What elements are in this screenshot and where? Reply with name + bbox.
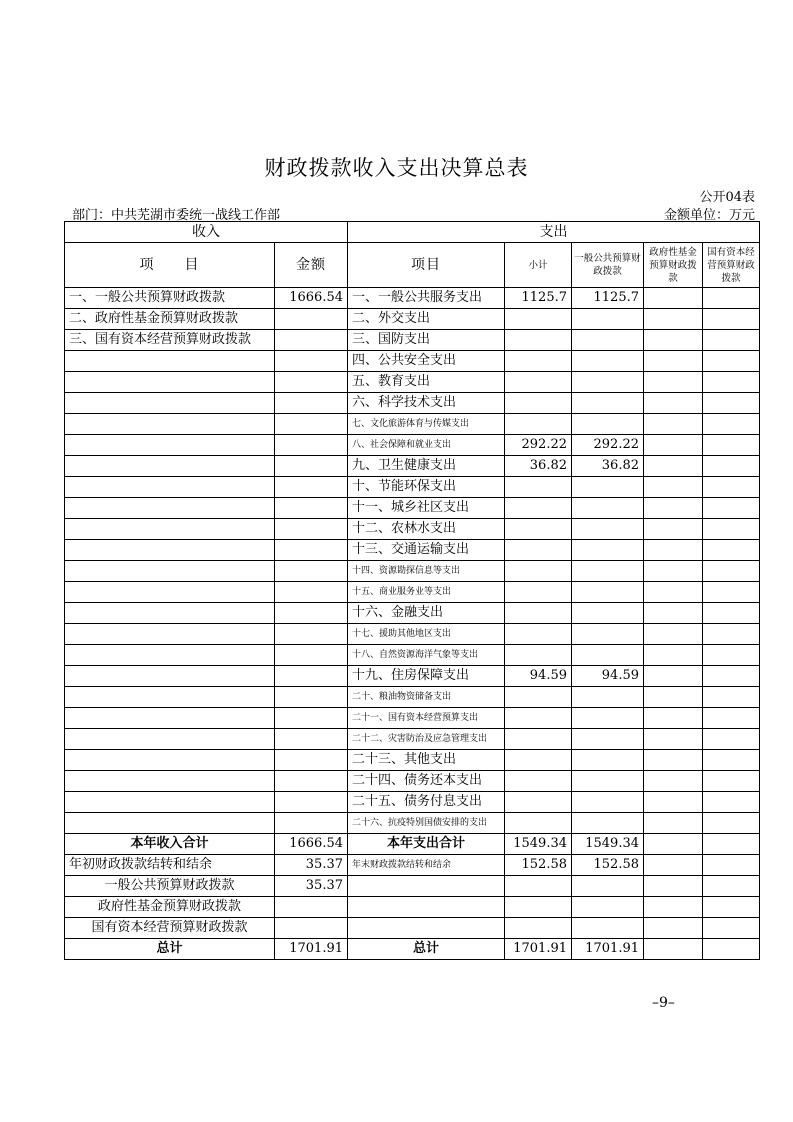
gov-fund-cell <box>644 582 703 603</box>
subtotal-cell <box>505 351 572 372</box>
income-item-cell <box>65 351 275 372</box>
gov-fund-cell <box>644 414 703 435</box>
table-row <box>65 288 760 309</box>
general-budget-cell <box>572 792 644 813</box>
table-row <box>65 624 760 645</box>
state-capital-header: 国有资本经营预算财政拨款 <box>703 243 760 288</box>
expense-item-cell: 五、教育支出 <box>348 372 505 393</box>
state-capital-cell <box>703 750 760 771</box>
state-capital-cell <box>703 603 760 624</box>
subtotal-cell <box>505 309 572 330</box>
state-capital-cell <box>703 309 760 330</box>
table-row <box>65 393 760 414</box>
expense-item-cell: 九、卫生健康支出 <box>348 456 505 477</box>
form-code: 公开04表 <box>699 190 755 205</box>
summary-income-amount-cell <box>275 897 348 918</box>
state-capital-cell <box>703 687 760 708</box>
summary-general-budget-cell <box>572 897 644 918</box>
summary-subtotal-cell: 1549.34 <box>505 834 572 855</box>
gov-fund-cell <box>644 477 703 498</box>
income-amount-cell <box>275 687 348 708</box>
general-budget-cell <box>572 582 644 603</box>
expense-item-cell: 十三、交通运输支出 <box>348 540 505 561</box>
income-item-cell <box>65 519 275 540</box>
income-amount-cell <box>275 771 348 792</box>
state-capital-cell <box>703 813 760 834</box>
expense-item-cell: 二十一、国有资本经营预算支出 <box>348 708 505 729</box>
expense-item-cell: 十、节能环保支出 <box>348 477 505 498</box>
summary-general-budget-cell: 152.58 <box>572 855 644 876</box>
state-capital-cell <box>703 540 760 561</box>
income-item-cell <box>65 435 275 456</box>
income-amount-cell <box>275 351 348 372</box>
subtotal-cell: 94.59 <box>505 666 572 687</box>
subtotal-cell <box>505 708 572 729</box>
income-item-cell <box>65 582 275 603</box>
state-capital-cell <box>703 708 760 729</box>
expense-item-cell: 十四、资源勘探信息等支出 <box>348 561 505 582</box>
state-capital-cell <box>703 519 760 540</box>
table-row <box>65 708 760 729</box>
expense-item-cell: 二十三、其他支出 <box>348 750 505 771</box>
general-budget-cell <box>572 540 644 561</box>
subtotal-cell <box>505 393 572 414</box>
summary-subtotal-cell: 1701.91 <box>505 939 572 960</box>
summary-subtotal-cell <box>505 876 572 897</box>
income-item-cell <box>65 624 275 645</box>
table-row <box>65 813 760 834</box>
income-amount-cell <box>275 729 348 750</box>
general-budget-cell: 292.22 <box>572 435 644 456</box>
expense-item-cell: 三、国防支出 <box>348 330 505 351</box>
income-item-cell <box>65 603 275 624</box>
gov-fund-cell <box>644 435 703 456</box>
subtotal-cell <box>505 603 572 624</box>
gov-fund-cell <box>644 288 703 309</box>
income-amount-cell <box>275 519 348 540</box>
table-row <box>65 687 760 708</box>
table-row <box>65 498 760 519</box>
income-amount-cell <box>275 561 348 582</box>
summary-subtotal-cell <box>505 918 572 939</box>
expense-item-cell: 二十四、债务还本支出 <box>348 771 505 792</box>
expense-header: 支出 <box>348 222 760 243</box>
gov-fund-cell <box>644 372 703 393</box>
general-budget-cell <box>572 624 644 645</box>
general-budget-cell <box>572 729 644 750</box>
income-amount-cell: 1666.54 <box>275 288 348 309</box>
income-amount-cell <box>275 393 348 414</box>
subtotal-cell <box>505 582 572 603</box>
gov-fund-cell <box>644 561 703 582</box>
summary-state-capital-cell <box>703 876 760 897</box>
summary-general-budget-cell <box>572 876 644 897</box>
income-item-cell <box>65 708 275 729</box>
general-budget-cell <box>572 477 644 498</box>
subtotal-cell <box>505 540 572 561</box>
subtotal-cell: 1125.7 <box>505 288 572 309</box>
gov-fund-cell <box>644 729 703 750</box>
general-budget-cell <box>572 519 644 540</box>
table-row <box>65 435 760 456</box>
gov-fund-header: 政府性基金预算财政拨款 <box>644 243 703 288</box>
general-budget-header: 一般公共预算财政拨款 <box>572 243 644 288</box>
department-label: 部门：中共芜湖市委统一战线工作部 <box>72 208 281 223</box>
table-row <box>65 540 760 561</box>
table-row <box>65 309 760 330</box>
summary-gov-fund-cell <box>644 834 703 855</box>
expense-item-cell: 二十、粮油物资储备支出 <box>348 687 505 708</box>
general-budget-cell <box>572 498 644 519</box>
income-amount-cell <box>275 645 348 666</box>
income-amount-cell <box>275 750 348 771</box>
general-budget-cell <box>572 771 644 792</box>
summary-expense-item-cell <box>348 897 505 918</box>
table-row <box>65 645 760 666</box>
state-capital-cell <box>703 666 760 687</box>
subtotal-cell <box>505 561 572 582</box>
subtotal-cell: 36.82 <box>505 456 572 477</box>
state-capital-cell <box>703 792 760 813</box>
budget-table <box>64 221 760 960</box>
expense-item-cell: 七、文化旅游体育与传媒支出 <box>348 414 505 435</box>
income-item-cell <box>65 477 275 498</box>
gov-fund-cell <box>644 813 703 834</box>
subtotal-cell <box>505 792 572 813</box>
expense-item-cell: 十七、援助其他地区支出 <box>348 624 505 645</box>
table-row <box>65 666 760 687</box>
summary-income-item-cell: 总计 <box>65 939 275 960</box>
income-item-cell <box>65 792 275 813</box>
state-capital-cell <box>703 372 760 393</box>
gov-fund-cell <box>644 624 703 645</box>
subtotal-cell <box>505 414 572 435</box>
state-capital-cell <box>703 477 760 498</box>
income-amount-cell <box>275 603 348 624</box>
page-number: –9– <box>652 995 675 1011</box>
expense-item-header: 项目 <box>348 243 505 288</box>
table-row <box>65 792 760 813</box>
gov-fund-cell <box>644 708 703 729</box>
gov-fund-cell <box>644 666 703 687</box>
income-amount-cell <box>275 477 348 498</box>
general-budget-cell <box>572 603 644 624</box>
state-capital-cell <box>703 771 760 792</box>
general-budget-cell: 1125.7 <box>572 288 644 309</box>
state-capital-cell <box>703 288 760 309</box>
unit-label: 金额单位：万元 <box>663 208 755 223</box>
gov-fund-cell <box>644 603 703 624</box>
summary-gov-fund-cell <box>644 876 703 897</box>
income-item-cell <box>65 414 275 435</box>
general-budget-cell <box>572 309 644 330</box>
table-row <box>65 771 760 792</box>
summary-state-capital-cell <box>703 897 760 918</box>
subtotal-cell <box>505 519 572 540</box>
income-item-cell <box>65 645 275 666</box>
general-budget-cell <box>572 330 644 351</box>
expense-item-cell: 二十五、债务付息支出 <box>348 792 505 813</box>
gov-fund-cell <box>644 750 703 771</box>
general-budget-cell: 36.82 <box>572 456 644 477</box>
general-budget-cell <box>572 561 644 582</box>
general-budget-cell <box>572 813 644 834</box>
table-row <box>65 351 760 372</box>
income-item-cell <box>65 813 275 834</box>
summary-expense-item-cell <box>348 918 505 939</box>
summary-state-capital-cell <box>703 939 760 960</box>
income-item-cell <box>65 498 275 519</box>
expense-item-cell: 二、外交支出 <box>348 309 505 330</box>
gov-fund-cell <box>644 456 703 477</box>
state-capital-cell <box>703 729 760 750</box>
table-row <box>65 750 760 771</box>
table-row <box>65 561 760 582</box>
income-header: 收入 <box>65 222 348 243</box>
gov-fund-cell <box>644 519 703 540</box>
summary-row <box>65 918 760 939</box>
state-capital-cell <box>703 456 760 477</box>
header-row-2 <box>65 243 760 288</box>
summary-gov-fund-cell <box>644 918 703 939</box>
income-item-cell <box>65 771 275 792</box>
income-amount-cell <box>275 708 348 729</box>
summary-row <box>65 939 760 960</box>
income-item-cell <box>65 372 275 393</box>
summary-income-amount-cell <box>275 918 348 939</box>
page-title: 财政拨款收入支出决算总表 <box>264 156 529 180</box>
summary-income-item-cell: 国有资本经营预算财政拨款 <box>65 918 275 939</box>
subtotal-cell <box>505 645 572 666</box>
summary-gov-fund-cell <box>644 897 703 918</box>
subtotal-cell <box>505 687 572 708</box>
table-row <box>65 477 760 498</box>
expense-item-cell: 二十二、灾害防治及应急管理支出 <box>348 729 505 750</box>
income-item-cell <box>65 729 275 750</box>
state-capital-cell <box>703 351 760 372</box>
income-item-cell <box>65 393 275 414</box>
summary-row <box>65 834 760 855</box>
state-capital-cell <box>703 393 760 414</box>
income-amount-cell <box>275 666 348 687</box>
income-amount-cell <box>275 456 348 477</box>
summary-expense-item-cell: 本年支出合计 <box>348 834 505 855</box>
general-budget-cell <box>572 351 644 372</box>
income-item-cell <box>65 456 275 477</box>
income-item-cell: 一、一般公共预算财政拨款 <box>65 288 275 309</box>
summary-income-item-cell: 本年收入合计 <box>65 834 275 855</box>
expense-item-cell: 八、社会保障和就业支出 <box>348 435 505 456</box>
general-budget-cell <box>572 708 644 729</box>
general-budget-cell <box>572 393 644 414</box>
income-amount-cell <box>275 582 348 603</box>
gov-fund-cell <box>644 645 703 666</box>
table-row <box>65 372 760 393</box>
general-budget-cell <box>572 372 644 393</box>
summary-gov-fund-cell <box>644 939 703 960</box>
table-row <box>65 456 760 477</box>
income-amount-cell <box>275 813 348 834</box>
summary-expense-item-cell: 年末财政拨款结转和结余 <box>348 855 505 876</box>
expense-item-cell: 一、一般公共服务支出 <box>348 288 505 309</box>
table-row <box>65 414 760 435</box>
expense-item-cell: 六、科学技术支出 <box>348 393 505 414</box>
expense-item-cell: 十五、商业服务业等支出 <box>348 582 505 603</box>
summary-income-amount-cell: 35.37 <box>275 876 348 897</box>
state-capital-cell <box>703 330 760 351</box>
subtotal-cell <box>505 729 572 750</box>
table-row <box>65 729 760 750</box>
summary-row <box>65 855 760 876</box>
expense-item-cell: 十九、住房保障支出 <box>348 666 505 687</box>
table-row <box>65 519 760 540</box>
subtotal-cell <box>505 771 572 792</box>
income-amount-cell <box>275 540 348 561</box>
summary-subtotal-cell: 152.58 <box>505 855 572 876</box>
expense-item-cell: 四、公共安全支出 <box>348 351 505 372</box>
income-amount-header: 金额 <box>275 243 348 288</box>
gov-fund-cell <box>644 687 703 708</box>
summary-general-budget-cell: 1701.91 <box>572 939 644 960</box>
gov-fund-cell <box>644 540 703 561</box>
subtotal-cell <box>505 372 572 393</box>
subtotal-cell <box>505 750 572 771</box>
general-budget-cell <box>572 414 644 435</box>
income-item-cell <box>65 666 275 687</box>
state-capital-cell <box>703 435 760 456</box>
summary-row <box>65 897 760 918</box>
general-budget-cell <box>572 645 644 666</box>
gov-fund-cell <box>644 330 703 351</box>
income-amount-cell <box>275 498 348 519</box>
expense-item-cell: 二十六、抗疫特别国债安排的支出 <box>348 813 505 834</box>
general-budget-cell <box>572 750 644 771</box>
income-amount-cell <box>275 309 348 330</box>
summary-income-amount-cell: 1701.91 <box>275 939 348 960</box>
summary-general-budget-cell: 1549.34 <box>572 834 644 855</box>
gov-fund-cell <box>644 792 703 813</box>
gov-fund-cell <box>644 498 703 519</box>
summary-income-amount-cell: 1666.54 <box>275 834 348 855</box>
summary-expense-item-cell: 总计 <box>348 939 505 960</box>
summary-state-capital-cell <box>703 855 760 876</box>
gov-fund-cell <box>644 351 703 372</box>
income-amount-cell <box>275 624 348 645</box>
state-capital-cell <box>703 414 760 435</box>
summary-general-budget-cell <box>572 918 644 939</box>
income-amount-cell <box>275 435 348 456</box>
income-item-cell <box>65 540 275 561</box>
table-row <box>65 603 760 624</box>
table-row <box>65 330 760 351</box>
table-row <box>65 582 760 603</box>
summary-income-item-cell: 一般公共预算财政拨款 <box>65 876 275 897</box>
income-item-header: 项 目 <box>65 243 275 288</box>
expense-item-cell: 十二、农林水支出 <box>348 519 505 540</box>
summary-subtotal-cell <box>505 897 572 918</box>
gov-fund-cell <box>644 309 703 330</box>
state-capital-cell <box>703 645 760 666</box>
subtotal-cell <box>505 624 572 645</box>
summary-income-item-cell: 年初财政拨款结转和结余 <box>65 855 275 876</box>
income-amount-cell <box>275 792 348 813</box>
subtotal-cell <box>505 330 572 351</box>
expense-item-cell: 十一、城乡社区支出 <box>348 498 505 519</box>
summary-state-capital-cell <box>703 834 760 855</box>
subtotal-cell <box>505 477 572 498</box>
income-item-cell: 三、国有资本经营预算财政拨款 <box>65 330 275 351</box>
income-item-cell <box>65 750 275 771</box>
summary-state-capital-cell <box>703 918 760 939</box>
general-budget-cell: 94.59 <box>572 666 644 687</box>
income-amount-cell <box>275 372 348 393</box>
state-capital-cell <box>703 561 760 582</box>
income-amount-cell <box>275 330 348 351</box>
income-item-cell: 二、政府性基金预算财政拨款 <box>65 309 275 330</box>
subtotal-header: 小计 <box>505 243 572 288</box>
gov-fund-cell <box>644 393 703 414</box>
state-capital-cell <box>703 498 760 519</box>
income-item-cell <box>65 561 275 582</box>
subtotal-cell <box>505 813 572 834</box>
expense-item-cell: 十六、金融支出 <box>348 603 505 624</box>
summary-income-item-cell: 政府性基金预算财政拨款 <box>65 897 275 918</box>
income-item-cell <box>65 687 275 708</box>
state-capital-cell <box>703 582 760 603</box>
state-capital-cell <box>703 624 760 645</box>
summary-gov-fund-cell <box>644 855 703 876</box>
summary-expense-item-cell <box>348 876 505 897</box>
summary-income-amount-cell: 35.37 <box>275 855 348 876</box>
income-amount-cell <box>275 414 348 435</box>
summary-row <box>65 876 760 897</box>
subtotal-cell: 292.22 <box>505 435 572 456</box>
gov-fund-cell <box>644 771 703 792</box>
expense-item-cell: 十八、自然资源海洋气象等支出 <box>348 645 505 666</box>
subtotal-cell <box>505 498 572 519</box>
header-row-1 <box>65 222 760 243</box>
general-budget-cell <box>572 687 644 708</box>
